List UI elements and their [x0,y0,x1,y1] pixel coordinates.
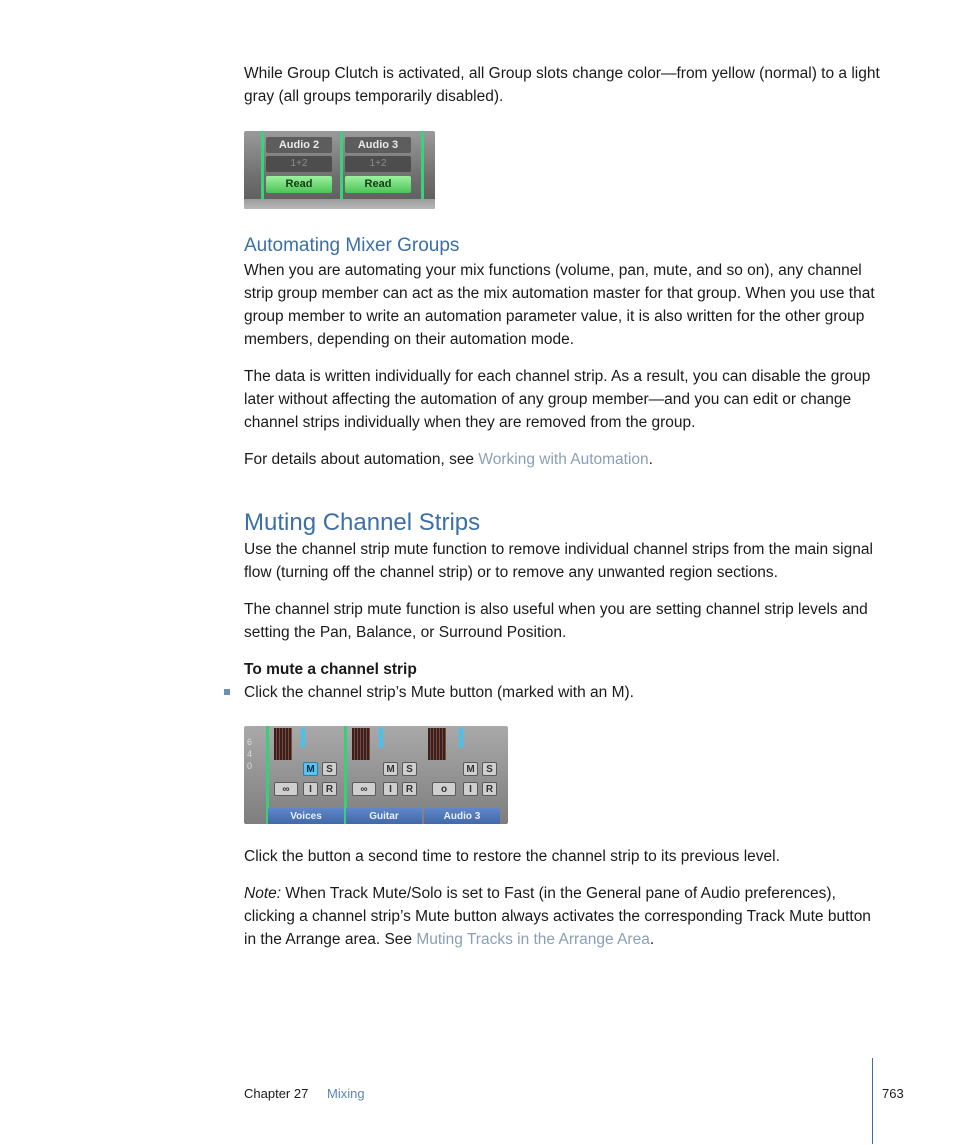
automating-paragraph-3 [244,448,884,471]
channel-strip-voices [266,726,344,824]
fader-handle[interactable] [301,728,305,748]
strip-name-label: Voices [268,808,344,824]
strip-name-label: Audio 3 [424,808,500,824]
channel-strip-guitar [344,726,422,824]
strip-edge-line [340,131,343,209]
muting-paragraph-1: Use the channel strip mute function to remove individual channel strips from the main signal flow (turning off the channel strip) or to remove any unwanted region sections. [244,541,873,581]
page-number: 763 [882,1086,904,1101]
note-paragraph [244,882,884,951]
mute-button[interactable]: M [303,762,318,776]
scale-label: 0 [247,761,253,771]
record-enable-button[interactable]: R [402,782,417,796]
automation-mode-button[interactable]: Read [345,176,411,193]
mute-button-figure [244,726,508,824]
mono-icon[interactable]: o [432,782,456,796]
link-working-with-automation[interactable]: Working with Automation [478,451,649,468]
footer-section: Mixing [327,1086,365,1101]
strip-edge-line [261,131,264,209]
footer-chapter: Chapter 27 [244,1086,309,1101]
input-monitor-button[interactable]: I [303,782,318,796]
bullet-icon [224,689,230,695]
strip-name-label: Guitar [346,808,422,824]
mute-button[interactable]: M [463,762,478,776]
scale-label: 6 [247,737,253,747]
solo-button[interactable]: S [322,762,337,776]
channel-strip-audio-3 [424,726,502,824]
strip-name-label: Audio 3 [345,137,411,153]
input-monitor-button[interactable]: I [383,782,398,796]
fader-handle[interactable] [459,728,463,748]
strip-bottom-area [244,199,435,209]
intro-paragraph: While Group Clutch is activated, all Group slots change color—from yellow (normal) to a light gray (all groups temporarily disabled). [244,65,880,105]
mute-button[interactable]: M [383,762,398,776]
meter-scale [247,736,267,788]
solo-button[interactable]: S [482,762,497,776]
text: When Track Mute/Solo is set to Fast (in the General pane of Audio preferences), clicking a channel strip’s Mute button always activates the corresponding Track Mute button in the Arrange area. See [244,885,871,948]
strip-name-label: Audio 2 [266,137,332,153]
link-muting-tracks[interactable]: Muting Tracks in the Arrange Area [416,931,650,948]
link-icon[interactable]: ∞ [274,782,298,796]
text: For details about automation, see [244,451,479,468]
automating-paragraph-1: When you are automating your mix functions (volume, pan, mute, and so on), any channel strip group member can act as the mix automation master for that group. When you use that group member to write an automation parameter value, it is also written for the other group members, depending on their automation mode. [244,262,875,348]
task-step: Click the channel strip’s Mute button (marked with an M). [244,684,634,701]
text: . [648,451,653,468]
level-meter [274,728,292,760]
record-enable-button[interactable]: R [482,782,497,796]
task-title: To mute a channel strip [244,661,417,678]
section-heading-automating: Automating Mixer Groups [244,235,460,256]
text: . [649,931,655,948]
level-meter [352,728,370,760]
level-meter [428,728,446,760]
record-enable-button[interactable]: R [322,782,337,796]
group-clutch-figure [244,131,435,209]
strip-edge-line [421,131,424,209]
solo-button[interactable]: S [402,762,417,776]
scale-label: 4 [247,749,253,759]
input-monitor-button[interactable]: I [463,782,478,796]
link-icon[interactable]: ∞ [352,782,376,796]
automating-paragraph-2: The data is written individually for each channel strip. As a result, you can disable the group later without affecting the automation of any group member—and you can edit or change channel strips individually when they are removed from the group. [244,368,871,431]
fader-handle[interactable] [379,728,383,748]
group-slot[interactable]: 1+2 [345,156,411,172]
footer-divider [872,1058,873,1144]
automation-mode-button[interactable]: Read [266,176,332,193]
note-label: Note: [244,885,282,902]
muting-paragraph-3: Click the button a second time to restore the channel strip to its previous level. [244,848,780,865]
group-slot[interactable]: 1+2 [266,156,332,172]
section-heading-muting: Muting Channel Strips [244,509,481,536]
muting-paragraph-2: The channel strip mute function is also useful when you are setting channel strip levels and setting the Pan, Balance, or Surround Position. [244,601,868,641]
